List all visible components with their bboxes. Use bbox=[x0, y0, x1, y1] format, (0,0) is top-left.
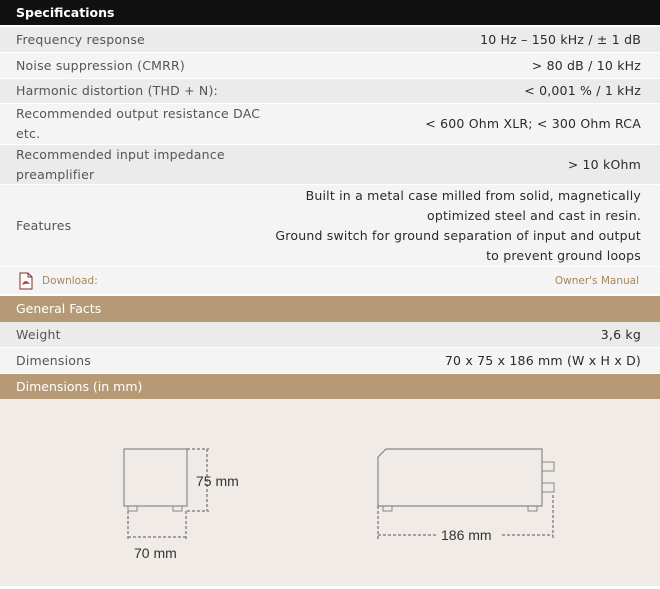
spec-row-noise bbox=[0, 53, 660, 79]
spec-row-distortion bbox=[0, 79, 660, 104]
front-view-box bbox=[124, 449, 187, 506]
feature-line: to prevent ground loops bbox=[486, 247, 641, 263]
spec-label: Noise suppression (CMRR) bbox=[16, 57, 185, 73]
general-row-dimensions bbox=[0, 348, 660, 374]
general-label: Dimensions bbox=[16, 352, 91, 368]
dimensions-diagram bbox=[0, 399, 660, 586]
height-label: 75 mm bbox=[196, 473, 239, 489]
front-foot-left bbox=[128, 506, 137, 511]
connector-top bbox=[542, 462, 554, 471]
general-row-weight bbox=[0, 322, 660, 348]
specifications-header: Specifications bbox=[0, 0, 660, 26]
dimensions-header: Dimensions (in mm) bbox=[0, 374, 660, 400]
spec-label-line: Recommended input impedance bbox=[16, 146, 225, 162]
general-facts-header: General Facts bbox=[0, 296, 660, 322]
front-view bbox=[124, 449, 239, 561]
owners-manual-link[interactable]: Owner's Manual bbox=[554, 274, 639, 287]
side-foot-right bbox=[528, 506, 537, 511]
general-label: Weight bbox=[16, 326, 61, 342]
feature-line: Built in a metal case milled from solid, magnetically bbox=[305, 187, 641, 203]
spec-label bbox=[16, 104, 260, 144]
spec-label: Harmonic distortion (THD + N): bbox=[16, 83, 218, 98]
spec-value bbox=[275, 186, 641, 266]
spec-value: > 80 dB / 10 kHz bbox=[531, 57, 641, 73]
spec-row-features bbox=[0, 185, 660, 267]
spec-label-line: preamplifier bbox=[16, 166, 95, 182]
spec-label: Features bbox=[16, 217, 72, 233]
side-view bbox=[378, 449, 554, 543]
general-value: 3,6 kg bbox=[600, 326, 641, 342]
spec-label-line: Recommended output resistance DAC bbox=[16, 106, 261, 121]
side-view-box bbox=[378, 449, 542, 506]
spec-row-input-impedance bbox=[0, 145, 660, 185]
pdf-icon[interactable] bbox=[18, 272, 34, 290]
spec-value: < 0,001 % / 1 kHz bbox=[524, 83, 641, 98]
spec-value: 10 Hz – 150 kHz / ± 1 dB bbox=[480, 31, 641, 47]
spec-row-output-resistance bbox=[0, 104, 660, 145]
spec-value: < 600 Ohm XLR; < 300 Ohm RCA bbox=[425, 116, 641, 131]
general-value: 70 x 75 x 186 mm (W x H x D) bbox=[444, 352, 641, 368]
dimensions-drawing bbox=[0, 399, 660, 586]
spec-row-frequency bbox=[0, 27, 660, 53]
spec-value: > 10 kOhm bbox=[567, 156, 641, 172]
feature-line: optimized steel and cast in resin. bbox=[426, 207, 641, 223]
feature-line: Ground switch for ground separation of input and output bbox=[275, 227, 641, 243]
download-label: Download: bbox=[42, 274, 98, 287]
width-label: 70 mm bbox=[134, 545, 177, 561]
depth-label: 186 mm bbox=[441, 527, 492, 543]
spec-label bbox=[16, 145, 225, 185]
spec-label-line: etc. bbox=[16, 126, 41, 141]
download-row bbox=[0, 267, 660, 295]
spec-label: Frequency response bbox=[16, 31, 145, 47]
connector-bottom bbox=[542, 483, 554, 492]
front-foot-right bbox=[173, 506, 182, 511]
side-foot-left bbox=[383, 506, 392, 511]
